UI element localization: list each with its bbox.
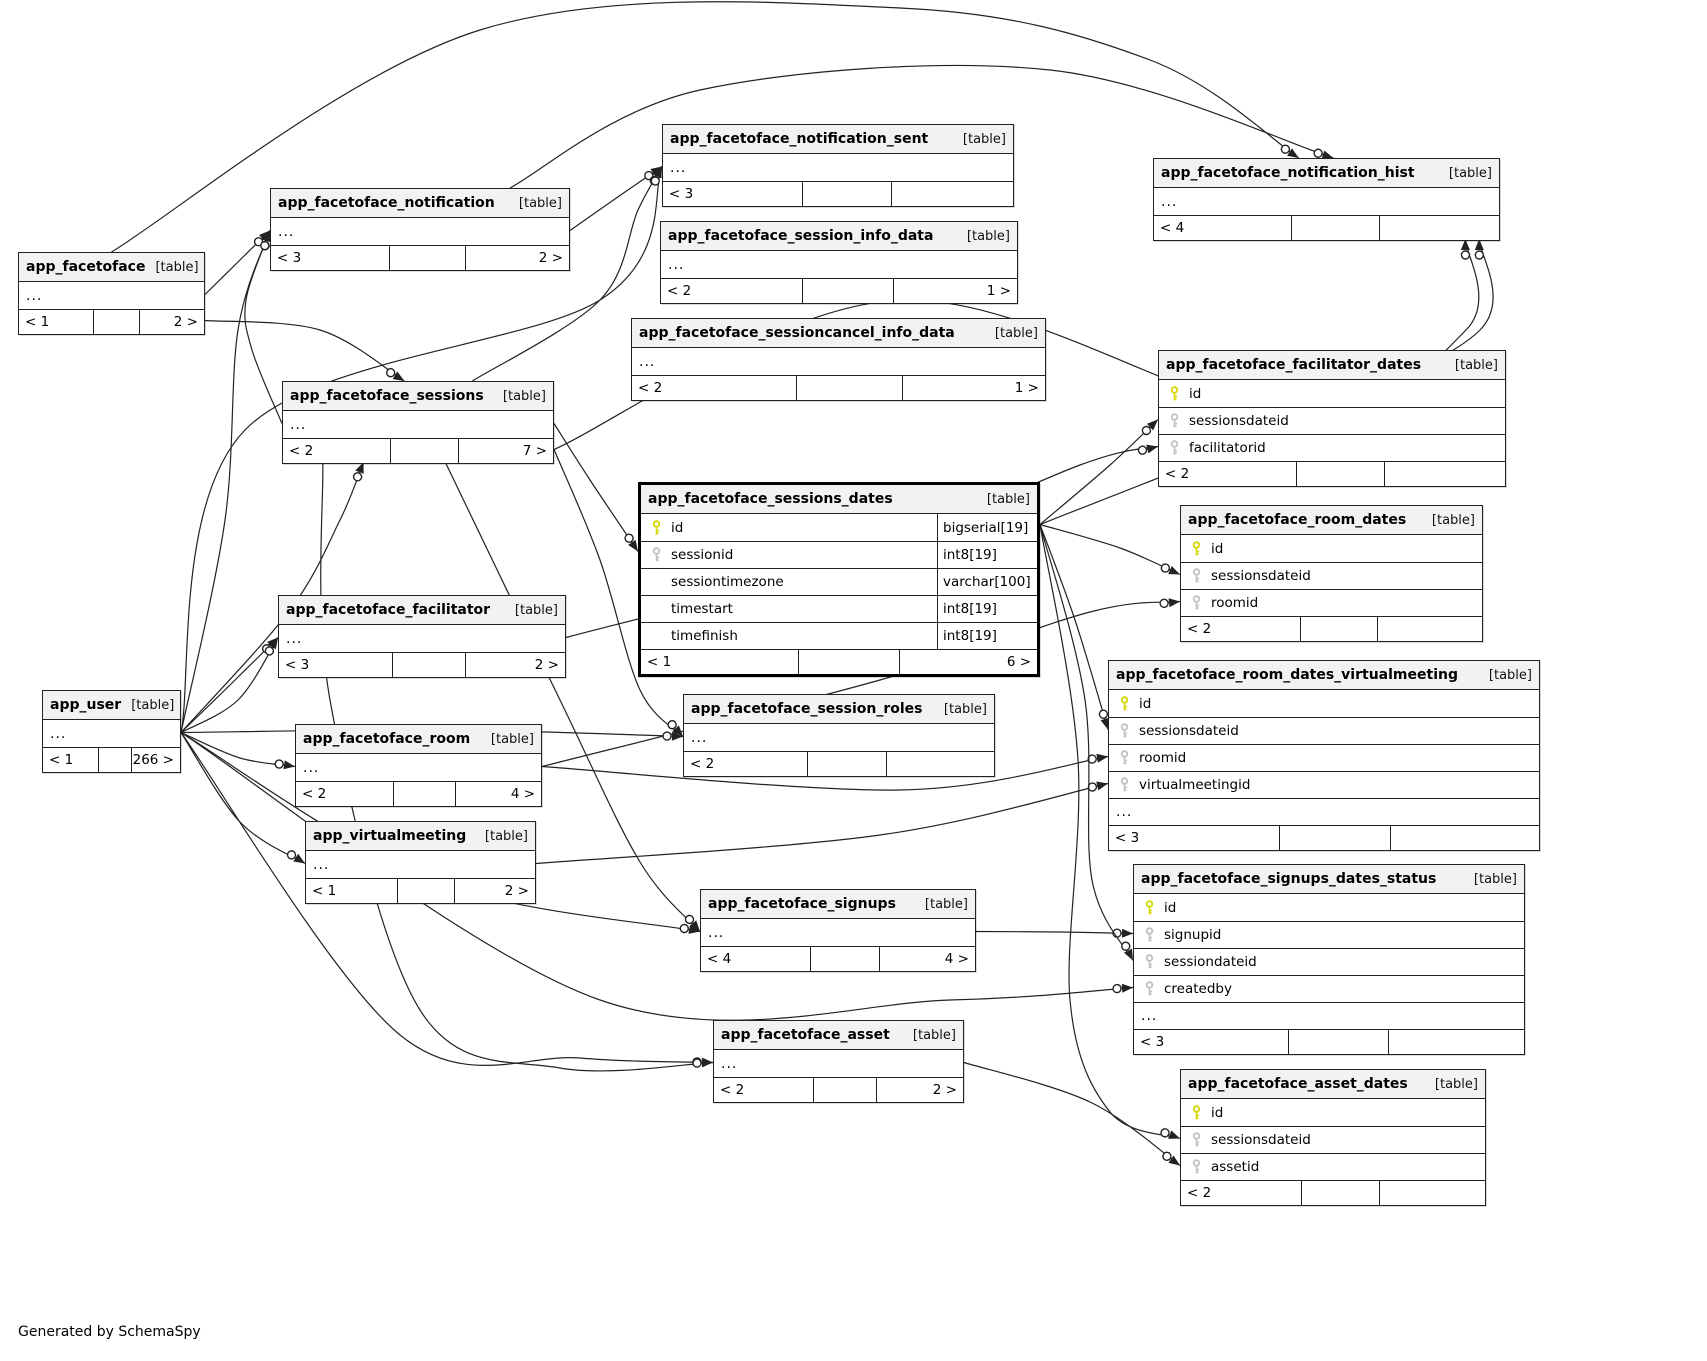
column-row-createdby [1134, 975, 1524, 1002]
child-count [1379, 1181, 1485, 1205]
relationship-app_facetoface_sessions_dates-to-app_facetoface_room_dates [1040, 525, 1180, 575]
column-name: id [671, 519, 684, 536]
footer-spacer [802, 182, 891, 206]
table-app_facetoface_room [295, 724, 542, 807]
table-footer [271, 245, 569, 270]
table-app_facetoface_facilitator_dates [1158, 350, 1506, 487]
footer-spacer [1300, 617, 1377, 641]
relationship-app_user-to-app_facetoface_facilitator [181, 638, 278, 733]
footer-spacer [807, 752, 886, 776]
child-count: 2 > [465, 653, 565, 677]
column-name: sessionsdateid [1189, 413, 1289, 429]
table-footer [1159, 461, 1505, 486]
column-name: sessionid [671, 547, 734, 563]
hidden-columns-row: ... [303, 759, 320, 776]
parent-count: < 2 [302, 786, 327, 802]
footer-spacer [1288, 1030, 1388, 1054]
relationship-app_facetoface_signups-to-app_facetoface_signups_dates_status [976, 932, 1133, 934]
table-app_facetoface_session_roles [683, 694, 995, 777]
table-header-app_facetoface_sessions[interactable] [283, 382, 553, 411]
foreign-key-icon [1109, 777, 1139, 793]
child-count [886, 752, 994, 776]
column-name: virtualmeetingid [1139, 777, 1251, 793]
column-name: roomid [1211, 595, 1259, 611]
table-app_facetoface_signups_dates_status [1133, 864, 1525, 1055]
parent-count: < 1 [49, 752, 74, 768]
column-type: int8[19] [937, 623, 1037, 649]
table-footer [1181, 1180, 1485, 1205]
column-type: int8[19] [937, 596, 1037, 622]
column-row-sessionsdateid [1181, 562, 1482, 589]
table-footer [19, 309, 204, 334]
hidden-columns-row: ... [1109, 798, 1539, 825]
child-count: 1 > [893, 279, 1017, 303]
footer-spacer [1291, 216, 1379, 240]
parent-count: < 2 [638, 380, 663, 396]
table-header-app_facetoface_facilitator[interactable] [279, 596, 565, 625]
table-name: app_facetoface_facilitator_dates [1166, 357, 1422, 373]
column-name: id [1164, 899, 1177, 916]
foreign-key-icon [1134, 954, 1164, 970]
hidden-columns-row: ... [721, 1055, 738, 1072]
table-tag: [table] [962, 131, 1006, 147]
table-tag: [table] [518, 195, 562, 211]
table-app_facetoface_notification_hist [1153, 158, 1500, 241]
table-header-app_facetoface_notification_sent[interactable] [663, 125, 1013, 154]
column-name: id [1139, 695, 1152, 712]
column-type: int8[19] [937, 542, 1037, 568]
relationship-app_user-to-app_virtualmeeting [181, 733, 305, 864]
column-name: sessiontimezone [671, 574, 784, 590]
hidden-columns-row: ... [286, 630, 303, 647]
hidden-columns-row: ... [639, 353, 656, 370]
hidden-columns-row: ... [668, 256, 685, 273]
table-tag: [table] [994, 325, 1038, 341]
column-row-sessionid [641, 541, 1037, 568]
primary-key-icon [1109, 696, 1139, 712]
footer-spacer [813, 1078, 876, 1102]
hidden-columns-row: ... [691, 729, 708, 746]
column-name: sessionsdateid [1211, 568, 1311, 584]
parent-count: < 2 [690, 756, 715, 772]
column-row-signupid [1134, 921, 1524, 948]
table-header-app_facetoface_asset[interactable] [714, 1021, 963, 1050]
table-app_facetoface_asset_dates [1180, 1069, 1486, 1206]
column-row-sessionsdateid [1159, 407, 1505, 434]
parent-count: < 4 [1160, 220, 1185, 236]
hidden-columns-row: ... [313, 856, 330, 873]
table-name: app_facetoface_signups [708, 896, 896, 912]
footer-spacer [392, 653, 465, 677]
column-type: varchar[100] [937, 569, 1037, 595]
foreign-key-icon [641, 547, 671, 563]
column-name: roomid [1139, 750, 1187, 766]
table-header-app_facetoface_room_dates[interactable] [1181, 506, 1482, 535]
table-tag: [table] [986, 491, 1030, 507]
column-name: sessionsdateid [1139, 723, 1239, 739]
table-tag: [table] [1431, 512, 1475, 528]
parent-count: < 3 [1140, 1034, 1165, 1050]
table-tag: [table] [1488, 667, 1532, 683]
table-tag: [table] [155, 259, 199, 275]
child-count [1390, 826, 1539, 850]
child-count: 4 > [879, 947, 975, 971]
footer-spacer [390, 439, 458, 463]
child-count: 2 > [465, 246, 569, 270]
table-app_user [42, 690, 181, 773]
parent-count: < 2 [1165, 466, 1190, 482]
hidden-columns-row: ... [708, 924, 725, 941]
footer-spacer [98, 748, 131, 772]
parent-count: < 3 [669, 186, 694, 202]
column-name: createdby [1164, 981, 1232, 997]
foreign-key-icon [1109, 723, 1139, 739]
table-name: app_facetoface_notification_hist [1161, 165, 1415, 181]
column-row-id [1134, 894, 1524, 921]
table-app_facetoface_notification [270, 188, 570, 271]
footer-spacer [802, 279, 893, 303]
hidden-columns-row: ... [1134, 1002, 1524, 1029]
table-name: app_facetoface_sessions [290, 388, 484, 404]
foreign-key-icon [1181, 1159, 1211, 1175]
child-count: 2 > [139, 310, 205, 334]
table-tag: [table] [912, 1027, 956, 1043]
parent-count: < 3 [1115, 830, 1140, 846]
column-name: sessionsdateid [1211, 1132, 1311, 1148]
column-name: assetid [1211, 1159, 1260, 1175]
column-row-id [641, 514, 1037, 541]
parent-count: < 4 [707, 951, 732, 967]
table-footer [663, 181, 1013, 206]
primary-key-icon [1181, 541, 1211, 557]
column-row-sessionsdateid [1109, 717, 1539, 744]
parent-count: < 1 [25, 314, 50, 330]
table-app_facetoface_session_info_data [660, 221, 1018, 304]
relationship-app_facetoface_sessions_dates-to-app_facetoface_facilitator_dates [1040, 420, 1158, 525]
footer-spacer [1296, 462, 1384, 486]
relationship-app_facetoface_notification-to-app_facetoface_notification_sent [570, 167, 662, 231]
table-name: app_facetoface_notification_sent [670, 131, 929, 147]
table-app_facetoface_room_dates [1180, 505, 1483, 642]
table-name: app_facetoface_room [303, 731, 471, 747]
parent-count: < 1 [647, 654, 672, 670]
footer-spacer [798, 650, 900, 674]
table-header-app_facetoface_signups[interactable] [701, 890, 975, 919]
relationship-app_virtualmeeting-to-app_facetoface_room_dates_virtualmeeting [536, 784, 1108, 864]
table-footer [1134, 1029, 1524, 1054]
child-count [1384, 462, 1505, 486]
table-name: app_facetoface_sessions_dates [648, 491, 893, 507]
table-footer [283, 438, 553, 463]
foreign-key-icon [1159, 413, 1189, 429]
column-row-id [1181, 1099, 1485, 1126]
table-name: app_facetoface [26, 259, 146, 275]
table-app_facetoface_sessions_dates [638, 482, 1040, 677]
table-footer [714, 1077, 963, 1102]
column-row-roomid [1109, 744, 1539, 771]
column-name: timefinish [671, 628, 738, 644]
table-tag: [table] [924, 896, 968, 912]
table-footer [1181, 616, 1482, 641]
table-header-app_facetoface_room[interactable] [296, 725, 541, 754]
column-name: signupid [1164, 927, 1222, 943]
foreign-key-icon [1181, 595, 1211, 611]
child-count: 1 > [902, 376, 1046, 400]
column-type: bigserial[19] [937, 514, 1037, 541]
hidden-columns-row: ... [1161, 193, 1178, 210]
column-row-id [1181, 535, 1482, 562]
table-tag: [table] [131, 697, 175, 713]
column-row-virtualmeetingid [1109, 771, 1539, 798]
column-row-id [1109, 690, 1539, 717]
table-header-app_facetoface_sessioncancel_info_data[interactable] [632, 319, 1045, 348]
table-tag: [table] [1454, 357, 1498, 373]
footer-spacer [389, 246, 465, 270]
hidden-columns-row: ... [290, 416, 307, 433]
column-name: timestart [671, 601, 733, 617]
child-count: 6 > [899, 650, 1037, 674]
relationship-app_facetoface-to-app_facetoface_notification [205, 231, 270, 295]
table-header-app_virtualmeeting[interactable] [306, 822, 535, 851]
primary-key-icon [1181, 1105, 1211, 1121]
child-count: 7 > [458, 439, 553, 463]
table-tag: [table] [514, 602, 558, 618]
foreign-key-icon [1134, 981, 1164, 997]
column-row-assetid [1181, 1153, 1485, 1180]
table-header-app_facetoface_notification_hist[interactable] [1154, 159, 1499, 188]
hidden-columns-row: ... [50, 725, 67, 742]
table-header-app_facetoface_asset_dates[interactable] [1181, 1070, 1485, 1099]
table-footer [1154, 215, 1499, 240]
parent-count: < 2 [720, 1082, 745, 1098]
table-app_facetoface_notification_sent [662, 124, 1014, 207]
table-app_facetoface_asset [713, 1020, 964, 1103]
table-name: app_facetoface_room_dates [1188, 512, 1407, 528]
table-app_facetoface_signups [700, 889, 976, 972]
footer-spacer [1279, 826, 1389, 850]
table-app_virtualmeeting [305, 821, 536, 904]
table-tag: [table] [966, 228, 1010, 244]
table-header-app_facetoface[interactable] [19, 253, 204, 282]
foreign-key-icon [1181, 1132, 1211, 1148]
primary-key-icon [1159, 386, 1189, 402]
footer-spacer [796, 376, 902, 400]
table-header-app_facetoface_signups_dates_status[interactable] [1134, 865, 1524, 894]
foreign-key-icon [1181, 568, 1211, 584]
table-footer [701, 946, 975, 971]
foreign-key-icon [1159, 440, 1189, 456]
column-name: id [1211, 1104, 1224, 1121]
primary-key-icon [641, 520, 671, 536]
relationship-app_facetoface_sessions_dates-to-app_facetoface_room_dates_virtualmeeting [1040, 525, 1108, 730]
table-tag: [table] [1473, 871, 1517, 887]
column-row-timefinish [641, 622, 1037, 649]
table-footer [43, 747, 180, 772]
column-name: id [1211, 540, 1224, 557]
child-count [1388, 1030, 1524, 1054]
table-name: app_facetoface_session_roles [691, 701, 923, 717]
child-count [1377, 617, 1482, 641]
table-name: app_facetoface_asset [721, 1027, 890, 1043]
child-count [1379, 216, 1499, 240]
table-app_facetoface [18, 252, 205, 335]
parent-count: < 1 [312, 883, 337, 899]
table-header-app_facetoface_room_dates_virtualmeeting[interactable] [1109, 661, 1539, 690]
table-footer [684, 751, 994, 776]
footer-spacer [93, 310, 139, 334]
column-row-roomid [1181, 589, 1482, 616]
parent-count: < 2 [667, 283, 692, 299]
child-count [891, 182, 1013, 206]
table-header-app_facetoface_session_roles[interactable] [684, 695, 994, 724]
column-row-timestart [641, 595, 1037, 622]
table-name: app_facetoface_room_dates_virtualmeeting [1116, 667, 1458, 683]
table-app_facetoface_sessions [282, 381, 554, 464]
table-tag: [table] [943, 701, 987, 717]
hidden-columns-row: ... [26, 287, 43, 304]
footer-spacer [397, 879, 455, 903]
column-row-sessiontimezone [641, 568, 1037, 595]
table-footer [279, 652, 565, 677]
table-header-app_facetoface_notification[interactable] [271, 189, 569, 218]
table-name: app_facetoface_session_info_data [668, 228, 934, 244]
parent-count: < 2 [1187, 1185, 1212, 1201]
table-footer [641, 649, 1037, 674]
table-name: app_facetoface_sessioncancel_info_data [639, 325, 955, 341]
footer-spacer [393, 782, 455, 806]
table-header-app_facetoface_sessions_dates[interactable] [641, 485, 1037, 514]
table-tag: [table] [484, 828, 528, 844]
table-app_facetoface_sessioncancel_info_data [631, 318, 1046, 401]
table-name: app_user [50, 697, 122, 713]
table-tag: [table] [1434, 1076, 1478, 1092]
table-app_facetoface_facilitator [278, 595, 566, 678]
relationship-app_facetoface_sessions-to-app_facetoface_sessions_dates [554, 424, 638, 552]
column-name: facilitatorid [1189, 440, 1266, 456]
footer-spacer [1301, 1181, 1378, 1205]
column-row-id [1159, 380, 1505, 407]
parent-count: < 2 [1187, 621, 1212, 637]
table-tag: [table] [502, 388, 546, 404]
child-count: 2 > [454, 879, 535, 903]
footer-spacer [810, 947, 879, 971]
child-count: 266 > [131, 748, 180, 772]
table-header-app_user[interactable] [43, 691, 180, 720]
child-count: 4 > [455, 782, 541, 806]
column-row-sessionsdateid [1181, 1126, 1485, 1153]
table-footer [296, 781, 541, 806]
table-name: app_facetoface_signups_dates_status [1141, 871, 1437, 887]
table-name: app_virtualmeeting [313, 828, 467, 844]
table-footer [1109, 825, 1539, 850]
parent-count: < 2 [289, 443, 314, 459]
table-footer [306, 878, 535, 903]
table-name: app_facetoface_facilitator [286, 602, 491, 618]
column-name: id [1189, 385, 1202, 402]
relationship-app_facetoface-to-app_facetoface_sessions [205, 321, 404, 382]
table-header-app_facetoface_facilitator_dates[interactable] [1159, 351, 1505, 380]
primary-key-icon [1134, 900, 1164, 916]
hidden-columns-row: ... [670, 159, 687, 176]
table-tag: [table] [490, 731, 534, 747]
column-row-facilitatorid [1159, 434, 1505, 461]
table-tag: [table] [1448, 165, 1492, 181]
column-name: sessiondateid [1164, 954, 1257, 970]
parent-count: < 3 [277, 250, 302, 266]
parent-count: < 3 [285, 657, 310, 673]
hidden-columns-row: ... [278, 223, 295, 240]
table-footer [661, 278, 1017, 303]
table-app_facetoface_room_dates_virtualmeeting [1108, 660, 1540, 851]
table-name: app_facetoface_notification [278, 195, 495, 211]
foreign-key-icon [1134, 927, 1164, 943]
generator-note: Generated by SchemaSpy [18, 1324, 201, 1340]
column-row-sessiondateid [1134, 948, 1524, 975]
relationship-app_facetoface_asset-to-app_facetoface_asset_dates [964, 1063, 1180, 1166]
table-name: app_facetoface_asset_dates [1188, 1076, 1408, 1092]
foreign-key-icon [1109, 750, 1139, 766]
table-header-app_facetoface_session_info_data[interactable] [661, 222, 1017, 251]
child-count: 2 > [876, 1078, 963, 1102]
table-footer [632, 375, 1045, 400]
